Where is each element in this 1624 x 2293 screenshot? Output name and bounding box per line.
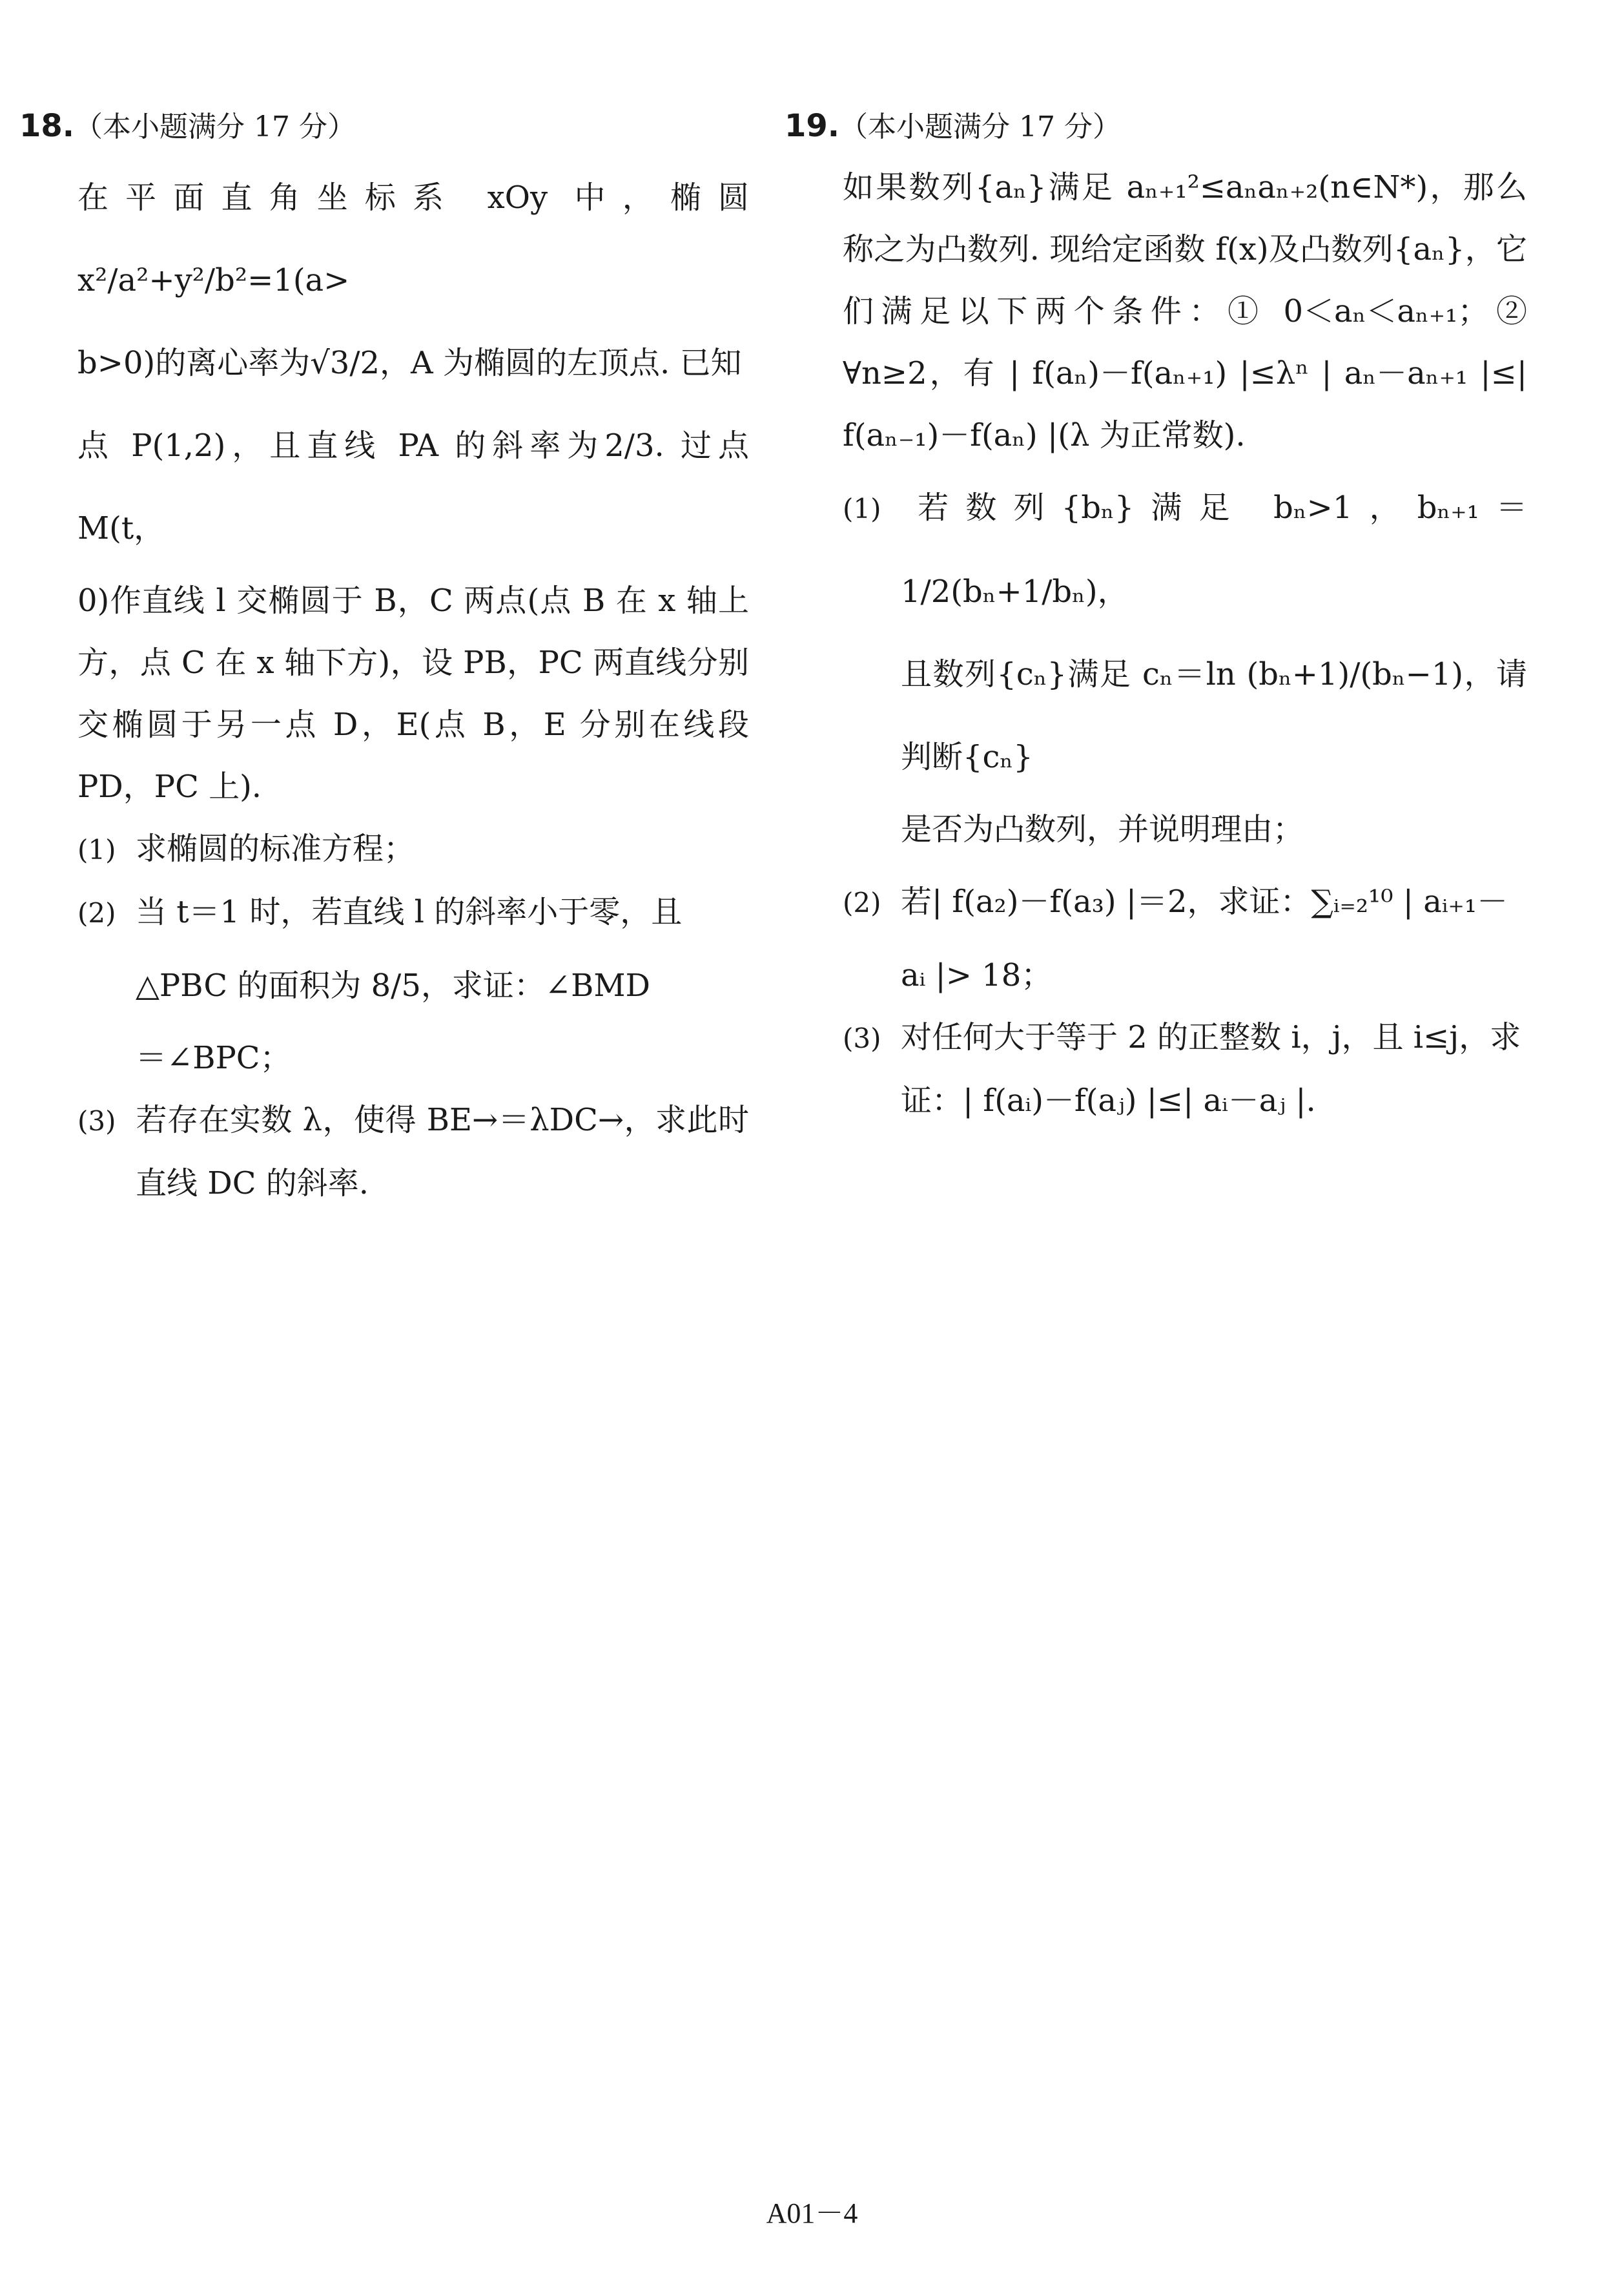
q19-sub-2: [785, 860, 1527, 944]
q19-sub-2-text: 若| f(a₂)－f(a₃) |＝2，求证：∑ᵢ₌₂¹⁰ | aᵢ₊₁－: [901, 884, 1508, 920]
page-footer: A01－4: [766, 2197, 858, 2229]
q18-sub-2-line-2: △PBC 的面积为 8/5，求证：∠BMD: [136, 968, 650, 1004]
q19-sub-3: [785, 1006, 1527, 1070]
q19-sub-1-line-3: 是否为凸数列，并说明理由；: [901, 811, 1304, 847]
q18-points: （本小题满分 17 分）: [74, 110, 356, 143]
q19-sub-1-line-2: 且数列{cₙ}满足 cₙ＝ln (bₙ+1)/(bₙ−1)，请判断{cₙ}: [901, 656, 1527, 775]
q19-number: 19.: [785, 108, 840, 144]
q19-sub-3-line-2: 证：| f(aᵢ)－f(aⱼ) |≤| aᵢ－aⱼ |.: [901, 1083, 1316, 1119]
q18-sub-3-tag: (3): [77, 1105, 116, 1137]
q18-sub-2-line-3: ＝∠BPC；: [136, 1040, 291, 1076]
q19-header: [785, 97, 1527, 156]
q18-sub-1-tag: (1): [77, 834, 116, 866]
q19-sub-2-line-2: aᵢ |> 18；: [901, 957, 1053, 993]
q18-line-2: b>0)的离心率为√3/2，A 为椭圆的左顶点. 已知: [77, 345, 742, 381]
q19-points: （本小题满分 17 分）: [839, 110, 1121, 143]
q19-sub-2-tag: (2): [843, 887, 881, 918]
q18-line-3: 点 P(1,2)，且直线 PA 的斜率为2/3. 过点 M(t，: [77, 428, 749, 546]
q18-line-1: 在平面直角坐标系 xOy 中，椭圆x²/a²+y²/b²=1(a>: [77, 180, 749, 298]
q18-sub-1: [19, 818, 749, 881]
q18-sub-2-tag: (2): [77, 897, 116, 929]
question-19: [785, 97, 1527, 1132]
q19-sub-1-text: 若数列{bₙ}满足 bₙ>1，bₙ₊₁＝1/2(bₙ+1/bₙ)，: [901, 490, 1527, 610]
q18-sub-3: [19, 1089, 749, 1214]
q19-sub-1-tag: (1): [843, 493, 881, 524]
q19-sub-1: [785, 466, 1527, 633]
q18-line-4: 0)作直线 l 交椭圆于 B，C 两点(点 B 在 x 轴上方，点 C 在 x 轴下方)，设 PB，PC 两直线分别交椭圆于另一点 D，E(点 B，E 分别在线段 PD，PC 上).: [77, 583, 749, 805]
q19-sub-3-text: 对任何大于等于 2 的正整数 i，j，且 i≤j，求: [901, 1019, 1521, 1055]
q18-sub-3-text: 若存在实数 λ，使得 BE→＝λDC→，求此时直线 DC 的斜率.: [136, 1102, 749, 1201]
question-18: [19, 97, 749, 1214]
q18-header: [19, 97, 749, 156]
q18-sub-2: [19, 881, 749, 944]
q19-sub-3-tag: (3): [843, 1022, 881, 1054]
q18-number: 18.: [19, 108, 75, 144]
q18-sub-1-text: 求椭圆的标准方程；: [136, 831, 415, 867]
q19-intro: 如果数列{aₙ}满足 aₙ₊₁²≤aₙaₙ₊₂(n∈N*)，那么称之为凸数列. 现给定函数 f(x)及凸数列{aₙ}，它们满足以下两个条件：① 0＜aₙ＜aₙ₊₁；② ∀n≥2，有 | f(aₙ)－f(aₙ₊₁) |≤λⁿ | aₙ－aₙ₊₁ |≤| f(aₙ₋₁)－f(aₙ) |(λ 为正常数).: [843, 169, 1527, 453]
q18-sub-2-text: 当 t＝1 时，若直线 l 的斜率小于零，且: [136, 894, 683, 930]
